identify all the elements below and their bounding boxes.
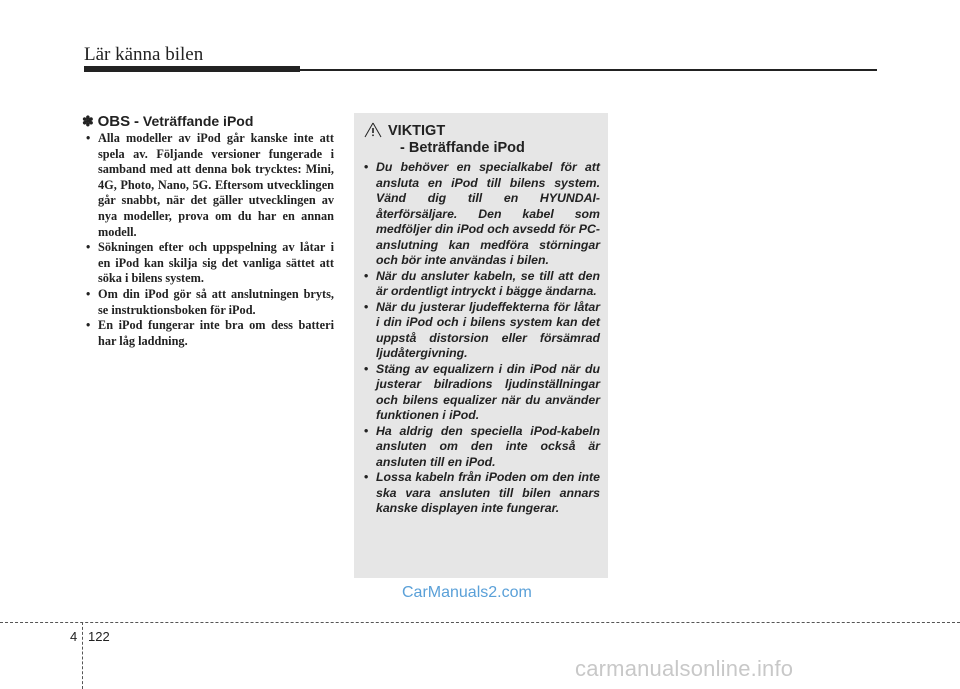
obs-item: • En iPod fungerar inte bra om dess batteri har låg laddning. (80, 318, 334, 349)
warning-item: • Lossa kabeln från iPoden om den inte ska vara ansluten till bilen annars kanske displayen inte fungerar. (360, 470, 600, 517)
watermark-carmanualsonline: carmanualsonline.info (575, 656, 794, 681)
obs-separator: - (134, 113, 140, 130)
obs-item: • Sökningen efter och uppspelning av låtar i en iPod kan skilja sig det vanliga sättet att söka i bilens system. (80, 240, 334, 287)
header-rule-thin (300, 69, 877, 71)
obs-item: • Om din iPod gör så att anslutningen bryts, se instruktionsboken för iPod. (80, 287, 334, 318)
warning-item: • Du behöver en specialkabel för att ansluta en iPod till bilens system. Vänd dig till en HYUNDAI-återförsäljare. Den kabel som medföljer din iPod och avsedd för PC-anslutning kan medföra störningar och bör inte användas i bilen. (360, 160, 600, 269)
warning-list (360, 160, 600, 517)
footer-divider (0, 622, 960, 623)
chapter-number: 4 (70, 629, 78, 644)
obs-item: • Alla modeller av iPod går kanske inte att spela av. Följande versioner fungerade i samband med att denna bok trycktes: Mini, 4G, Photo, Nano, 5G. Eftersom utvecklingen går snabbt, när det gäller utvecklingen av nya modeller, prova om du har en annan modell. (80, 131, 334, 240)
header-rule-thick (84, 66, 300, 72)
warning-item: • Ha aldrig den speciella iPod-kabeln ansluten om den inte också är ansluten till en iPod. (360, 424, 600, 471)
obs-symbol: ✽ (82, 113, 94, 129)
obs-list (80, 131, 334, 349)
chapter-title: Lär känna bilen (84, 44, 204, 65)
obs-label: OBS (97, 113, 131, 130)
warning-title: VIKTIGT (388, 123, 446, 139)
warning-subtitle: - Beträffande iPod (400, 140, 525, 156)
warning-item: • Stäng av equalizern i din iPod när du justerar bilradions ljudinställningar och bilens equalizer när du använder funktionen i iPod. (360, 362, 600, 424)
obs-title: Veträffande iPod (142, 113, 254, 129)
obs-heading (82, 113, 253, 130)
watermark-carmanuals2[interactable]: CarManuals2.com (402, 584, 532, 601)
warning-item: • När du justerar ljudeffekterna för låtar i din iPod och i bilens system kan det uppstå distorsion eller försämrad ljudåtergivning. (360, 300, 600, 362)
warning-box (354, 113, 608, 578)
warning-triangle-icon (364, 122, 382, 138)
warning-item: • När du ansluter kabeln, se till att den är ordentligt intryckt i bägge ändarna. (360, 269, 600, 300)
page-number: 122 (88, 629, 110, 644)
footer-vertical-divider (82, 622, 83, 689)
